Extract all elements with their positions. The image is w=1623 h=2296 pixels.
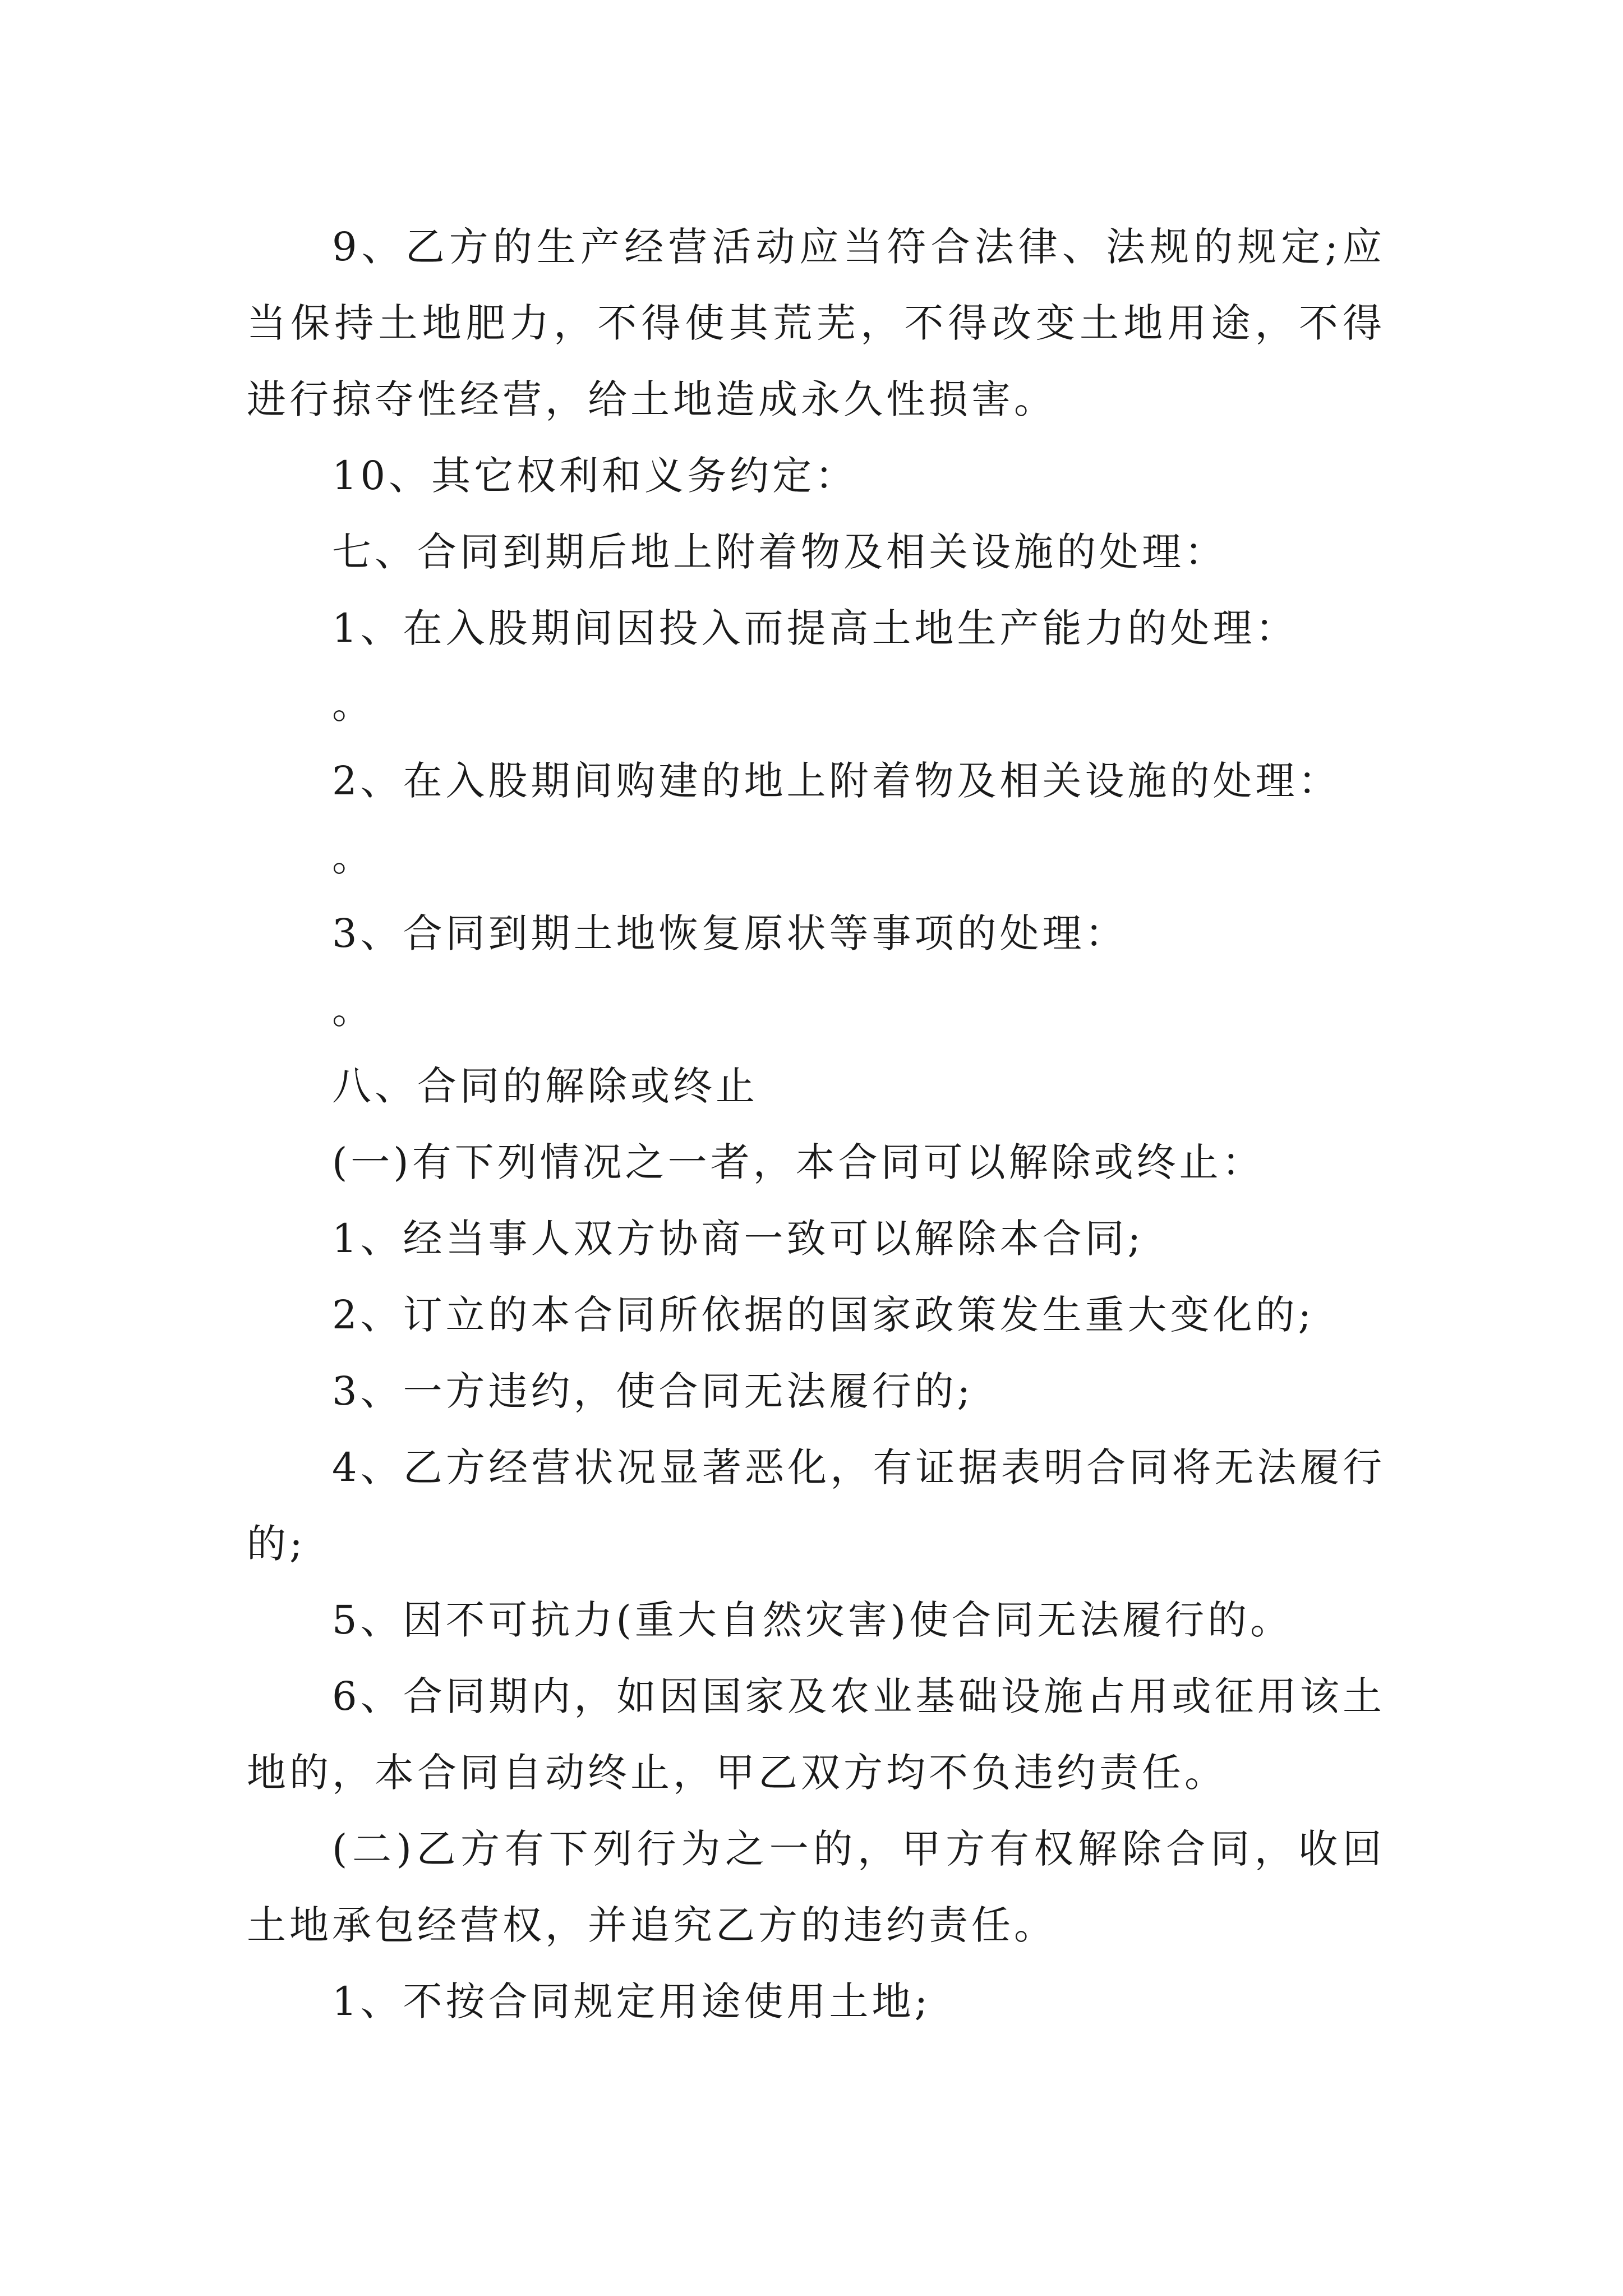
paragraph-item-3: 3、一方违约，使合同无法履行的; (332, 1368, 974, 1414)
paragraph-item-1: 1、在入股期间因投入而提高土地生产能力的处理： (332, 605, 1298, 651)
section-heading-8: 八、合同的解除或终止 (332, 1063, 758, 1109)
paragraph-item-2: 2、在入股期间购建的地上附着物及相关设施的处理： (332, 758, 1341, 804)
paragraph-clause-9: 9、乙方的生产经营活动应当符合法律、法规的规定;应当保持土地肥力，不得使其荒芜，不得改变土地用途，不得进行掠夺性经营，给土地造成永久性损害。 (247, 224, 1385, 422)
subsection-heading-2: (二)乙方有下列行为之一的，甲方有权解除合同，收回土地承包经营权，并追究乙方的违约责任。 (247, 1826, 1385, 1948)
paragraph-item-1: 1、不按合同规定用途使用土地; (332, 1978, 932, 2024)
paragraph-item-3: 3、合同到期土地恢复原状等事项的处理： (332, 910, 1128, 956)
blank-fill-line: 。 (332, 834, 375, 880)
paragraph-item-5: 5、因不可抗力(重大自然灾害)使合同无法履行的。 (332, 1597, 1293, 1643)
paragraph-item-2: 2、订立的本合同所依据的国家政策发生重大变化的; (332, 1292, 1315, 1338)
paragraph-item-4: 4、乙方经营状况显著恶化，有证据表明合同将无法履行的; (247, 1444, 1385, 1567)
paragraph-clause-10: 10、其它权利和义务约定： (332, 453, 858, 499)
paragraph-item-6: 6、合同期内，如因国家及农业基础设施占用或征用该土地的，本合同自动终止，甲乙双方均不负违约责任。 (247, 1673, 1385, 1796)
section-heading-7: 七、合同到期后地上附着物及相关设施的处理： (332, 529, 1227, 575)
document-body (247, 209, 1385, 2040)
subsection-heading-1: (一)有下列情况之一者，本合同可以解除或终止： (332, 1139, 1265, 1185)
paragraph-item-1: 1、经当事人双方协商一致可以解除本合同; (332, 1216, 1145, 1262)
blank-fill-line: 。 (332, 987, 375, 1033)
blank-fill-line: 。 (332, 682, 375, 728)
